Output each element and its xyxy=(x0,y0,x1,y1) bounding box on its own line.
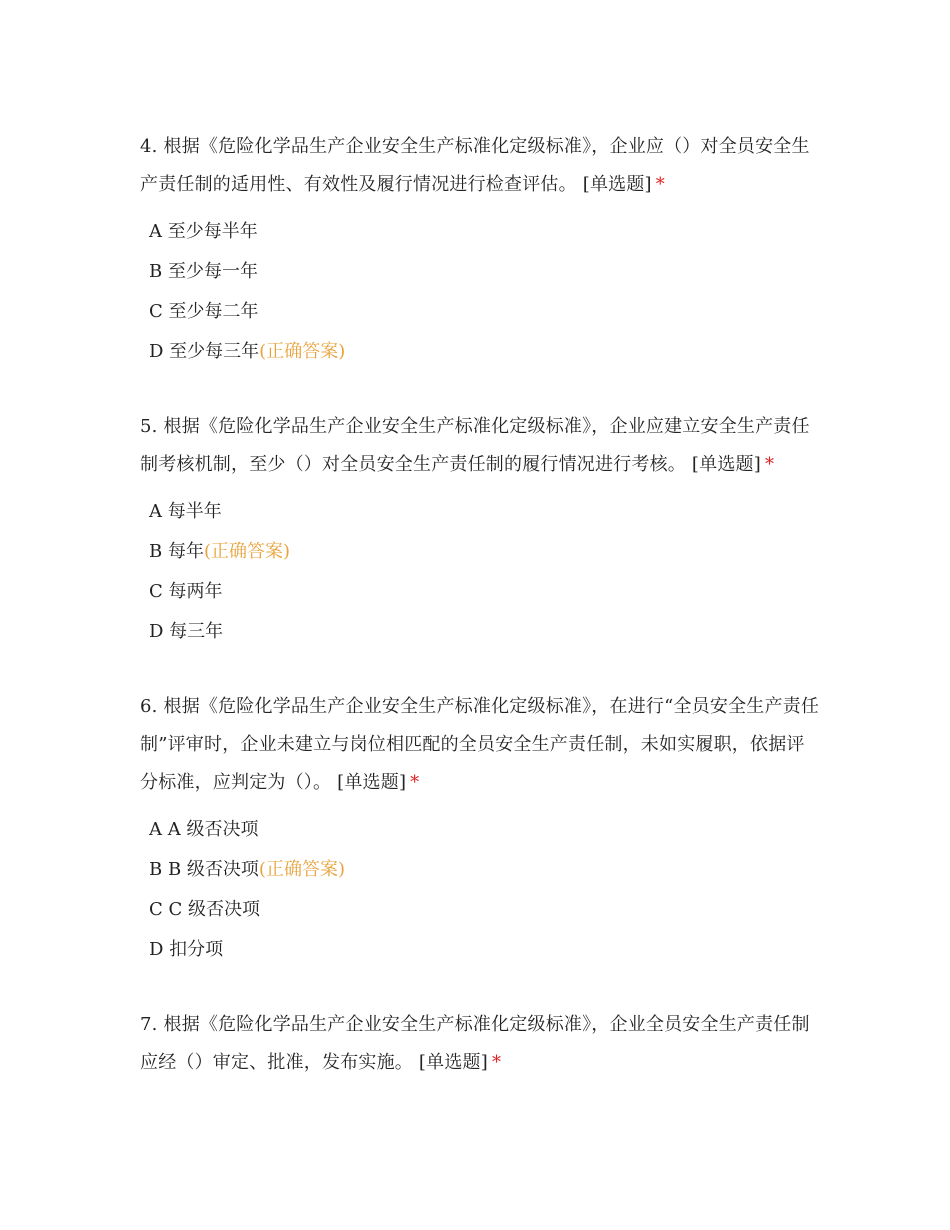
question-type: [单选题] xyxy=(691,454,761,475)
required-asterisk: * xyxy=(764,454,775,475)
question-body: 根据《危险化学品生产企业安全生产标准化定级标准》，企业应建立安全生产责任制考核机制，至少（）对全员安全生产责任制的履行情况进行考核。 xyxy=(140,416,810,475)
option-c xyxy=(149,572,820,612)
question-body: 根据《危险化学品生产企业安全生产标准化定级标准》，企业应（）对全员安全生产责任制的适用性、有效性及履行情况进行检查评估。 xyxy=(140,136,810,195)
option-c xyxy=(149,890,820,930)
option-letter: B xyxy=(149,261,163,282)
option-text: 每年 xyxy=(167,541,204,562)
required-asterisk: * xyxy=(655,174,665,195)
option-letter: C xyxy=(149,581,163,602)
question-text xyxy=(140,688,820,802)
question-body: 根据《危险化学品生产企业安全生产标准化定级标准》，企业全员安全生产责任制应经（）审定、批准，发布实施。 xyxy=(140,1014,810,1073)
option-d xyxy=(149,332,820,372)
question-6 xyxy=(140,688,820,970)
option-letter: C xyxy=(149,899,163,920)
correct-answer-mark: (正确答案) xyxy=(203,541,291,562)
question-number: 5. xyxy=(140,416,158,437)
option-text: A 级否决项 xyxy=(167,819,259,840)
question-4 xyxy=(140,128,820,372)
question-text xyxy=(140,128,820,204)
question-type: [单选题] xyxy=(337,772,407,793)
correct-answer-mark: (正确答案) xyxy=(258,859,345,880)
question-number: 7. xyxy=(140,1014,158,1035)
question-text xyxy=(140,408,820,484)
option-text: 至少每半年 xyxy=(167,221,258,242)
correct-answer-mark: (正确答案) xyxy=(259,341,346,362)
option-list xyxy=(140,492,820,652)
option-letter: D xyxy=(149,621,164,642)
option-text: 每两年 xyxy=(168,581,223,602)
question-text xyxy=(140,1006,820,1082)
option-c xyxy=(149,292,820,332)
question-type: [单选题] xyxy=(418,1052,488,1073)
option-text: C 级否决项 xyxy=(168,899,261,920)
option-text: 扣分项 xyxy=(169,939,224,960)
option-list xyxy=(140,810,820,970)
option-text: 每半年 xyxy=(167,501,222,522)
required-asterisk: * xyxy=(410,772,420,793)
option-text: 至少每二年 xyxy=(168,301,259,322)
option-letter: B xyxy=(149,541,163,562)
required-asterisk: * xyxy=(491,1052,502,1073)
option-letter: D xyxy=(149,939,164,960)
option-letter: A xyxy=(149,501,162,522)
option-text: 每三年 xyxy=(169,621,224,642)
option-b xyxy=(149,252,820,292)
option-a xyxy=(149,492,820,532)
option-letter: C xyxy=(149,301,163,322)
option-b xyxy=(149,532,820,572)
option-b xyxy=(149,850,820,890)
option-a xyxy=(149,810,820,850)
option-text: B 级否决项 xyxy=(167,859,259,880)
option-text: 至少每三年 xyxy=(169,341,260,362)
option-a xyxy=(149,212,820,252)
option-d xyxy=(149,612,820,652)
option-letter: A xyxy=(149,221,162,242)
question-5 xyxy=(140,408,820,652)
option-d xyxy=(149,930,820,970)
option-text: 至少每一年 xyxy=(167,261,258,282)
question-number: 6. xyxy=(140,696,158,717)
option-letter: B xyxy=(149,859,163,880)
question-7 xyxy=(140,1006,820,1082)
option-letter: A xyxy=(149,819,162,840)
question-type: [单选题] xyxy=(582,174,652,195)
option-letter: D xyxy=(149,341,164,362)
question-body: 根据《危险化学品生产企业安全生产标准化定级标准》，在进行“全员安全生产责任制”评审时，企业未建立与岗位相匹配的全员安全生产责任制，未如实履职，依据评分标准，应判定为（）。 xyxy=(140,696,820,793)
option-list xyxy=(140,212,820,372)
question-number: 4. xyxy=(140,136,158,157)
